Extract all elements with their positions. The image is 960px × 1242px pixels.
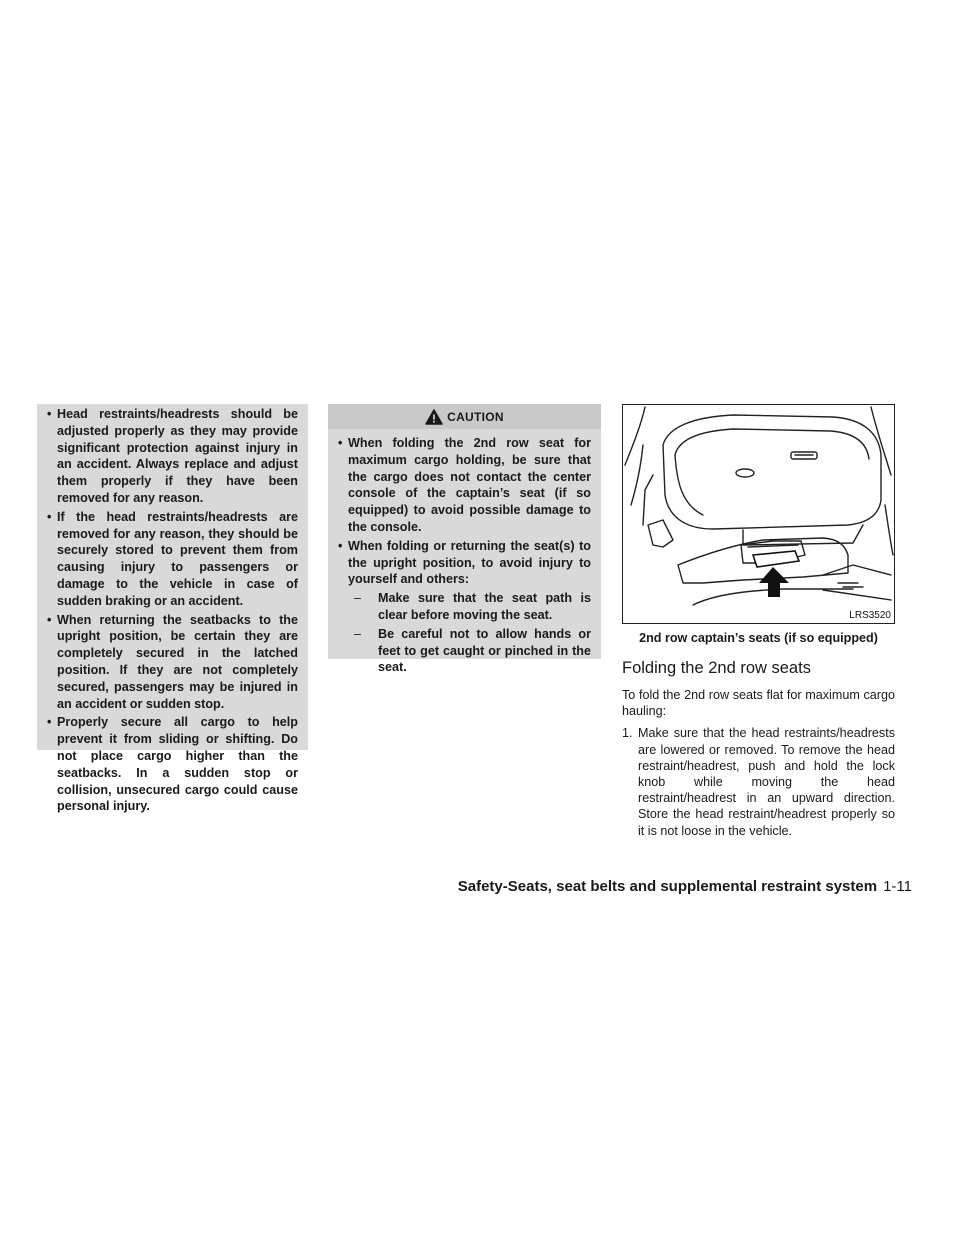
warning-item: • Head restraints/headrests should be adjusted properly as they may provide significant protection against injury in an accident. Always replace and adjust them properly if they have been removed for any reason.	[47, 407, 298, 505]
captain-seat-drawing	[623, 405, 894, 623]
left-column	[37, 404, 308, 814]
section-title: Folding the 2nd row seats	[622, 659, 811, 677]
caution-list	[336, 435, 591, 676]
warning-item: • When returning the seatbacks to the upright position, be certain they are completely secured in the latched position. If they are not completely secured, passengers may be injured in an accident or sudden stop.	[47, 612, 298, 711]
warning-list	[45, 406, 298, 815]
page-number: 1-11	[883, 878, 912, 895]
caution-sub-list	[348, 590, 591, 676]
caution-sub-item: – Be careful not to allow hands or feet to get caught or pinched in the seat.	[354, 626, 591, 675]
seat-illustration	[622, 404, 895, 624]
figure-code: LRS3520	[849, 610, 891, 621]
caution-title: CAUTION	[447, 409, 504, 424]
footer-section-title: Safety-Seats, seat belts and supplemental restraint system	[457, 878, 878, 895]
step-item: 1. Make sure that the head restraints/headrests are lowered or removed. To remove the head restraint/headrest, push and hold the lock knob while moving the head restraint/headrest in an upward direction. Store the head restraint/headrest properly so it is not loose in the vehicle.	[622, 726, 895, 838]
right-column	[622, 404, 895, 845]
warning-item: • Properly secure all cargo to help prevent it from sliding or shifting. Do not place cargo higher than the seatbacks. In a sudden stop or collision, unsecured cargo could cause personal injury.	[47, 715, 298, 814]
caution-header	[328, 404, 601, 429]
figure-caption: 2nd row captain’s seats (if so equipped)	[639, 631, 878, 645]
caution-item: • When folding the 2nd row seat for maximum cargo holding, be sure that the cargo does not contact the center console of the captain’s seat (if so equipped) to avoid possible damage to the console.	[338, 436, 591, 534]
page-footer	[458, 878, 912, 895]
section-intro: To fold the 2nd row seats flat for maximum cargo hauling:	[622, 688, 895, 719]
middle-column	[328, 404, 601, 675]
warning-triangle-icon	[425, 409, 443, 425]
caution-item: • When folding or returning the seat(s) to the upright position, to avoid injury to yourself and others: – Make sure that the seat path is clear before moving the seat. – Be careful not to allow hands or feet to get caught or pinched in the seat.	[338, 538, 591, 675]
caution-box	[328, 404, 601, 675]
warning-box	[37, 404, 308, 814]
caution-sub-item: – Make sure that the seat path is clear before moving the seat.	[354, 591, 591, 622]
warning-item: • If the head restraints/headrests are removed for any reason, they should be securely stored to prevent them from causing injury to passengers or damage to the vehicle in case of sudden braking or an accident.	[47, 509, 298, 608]
